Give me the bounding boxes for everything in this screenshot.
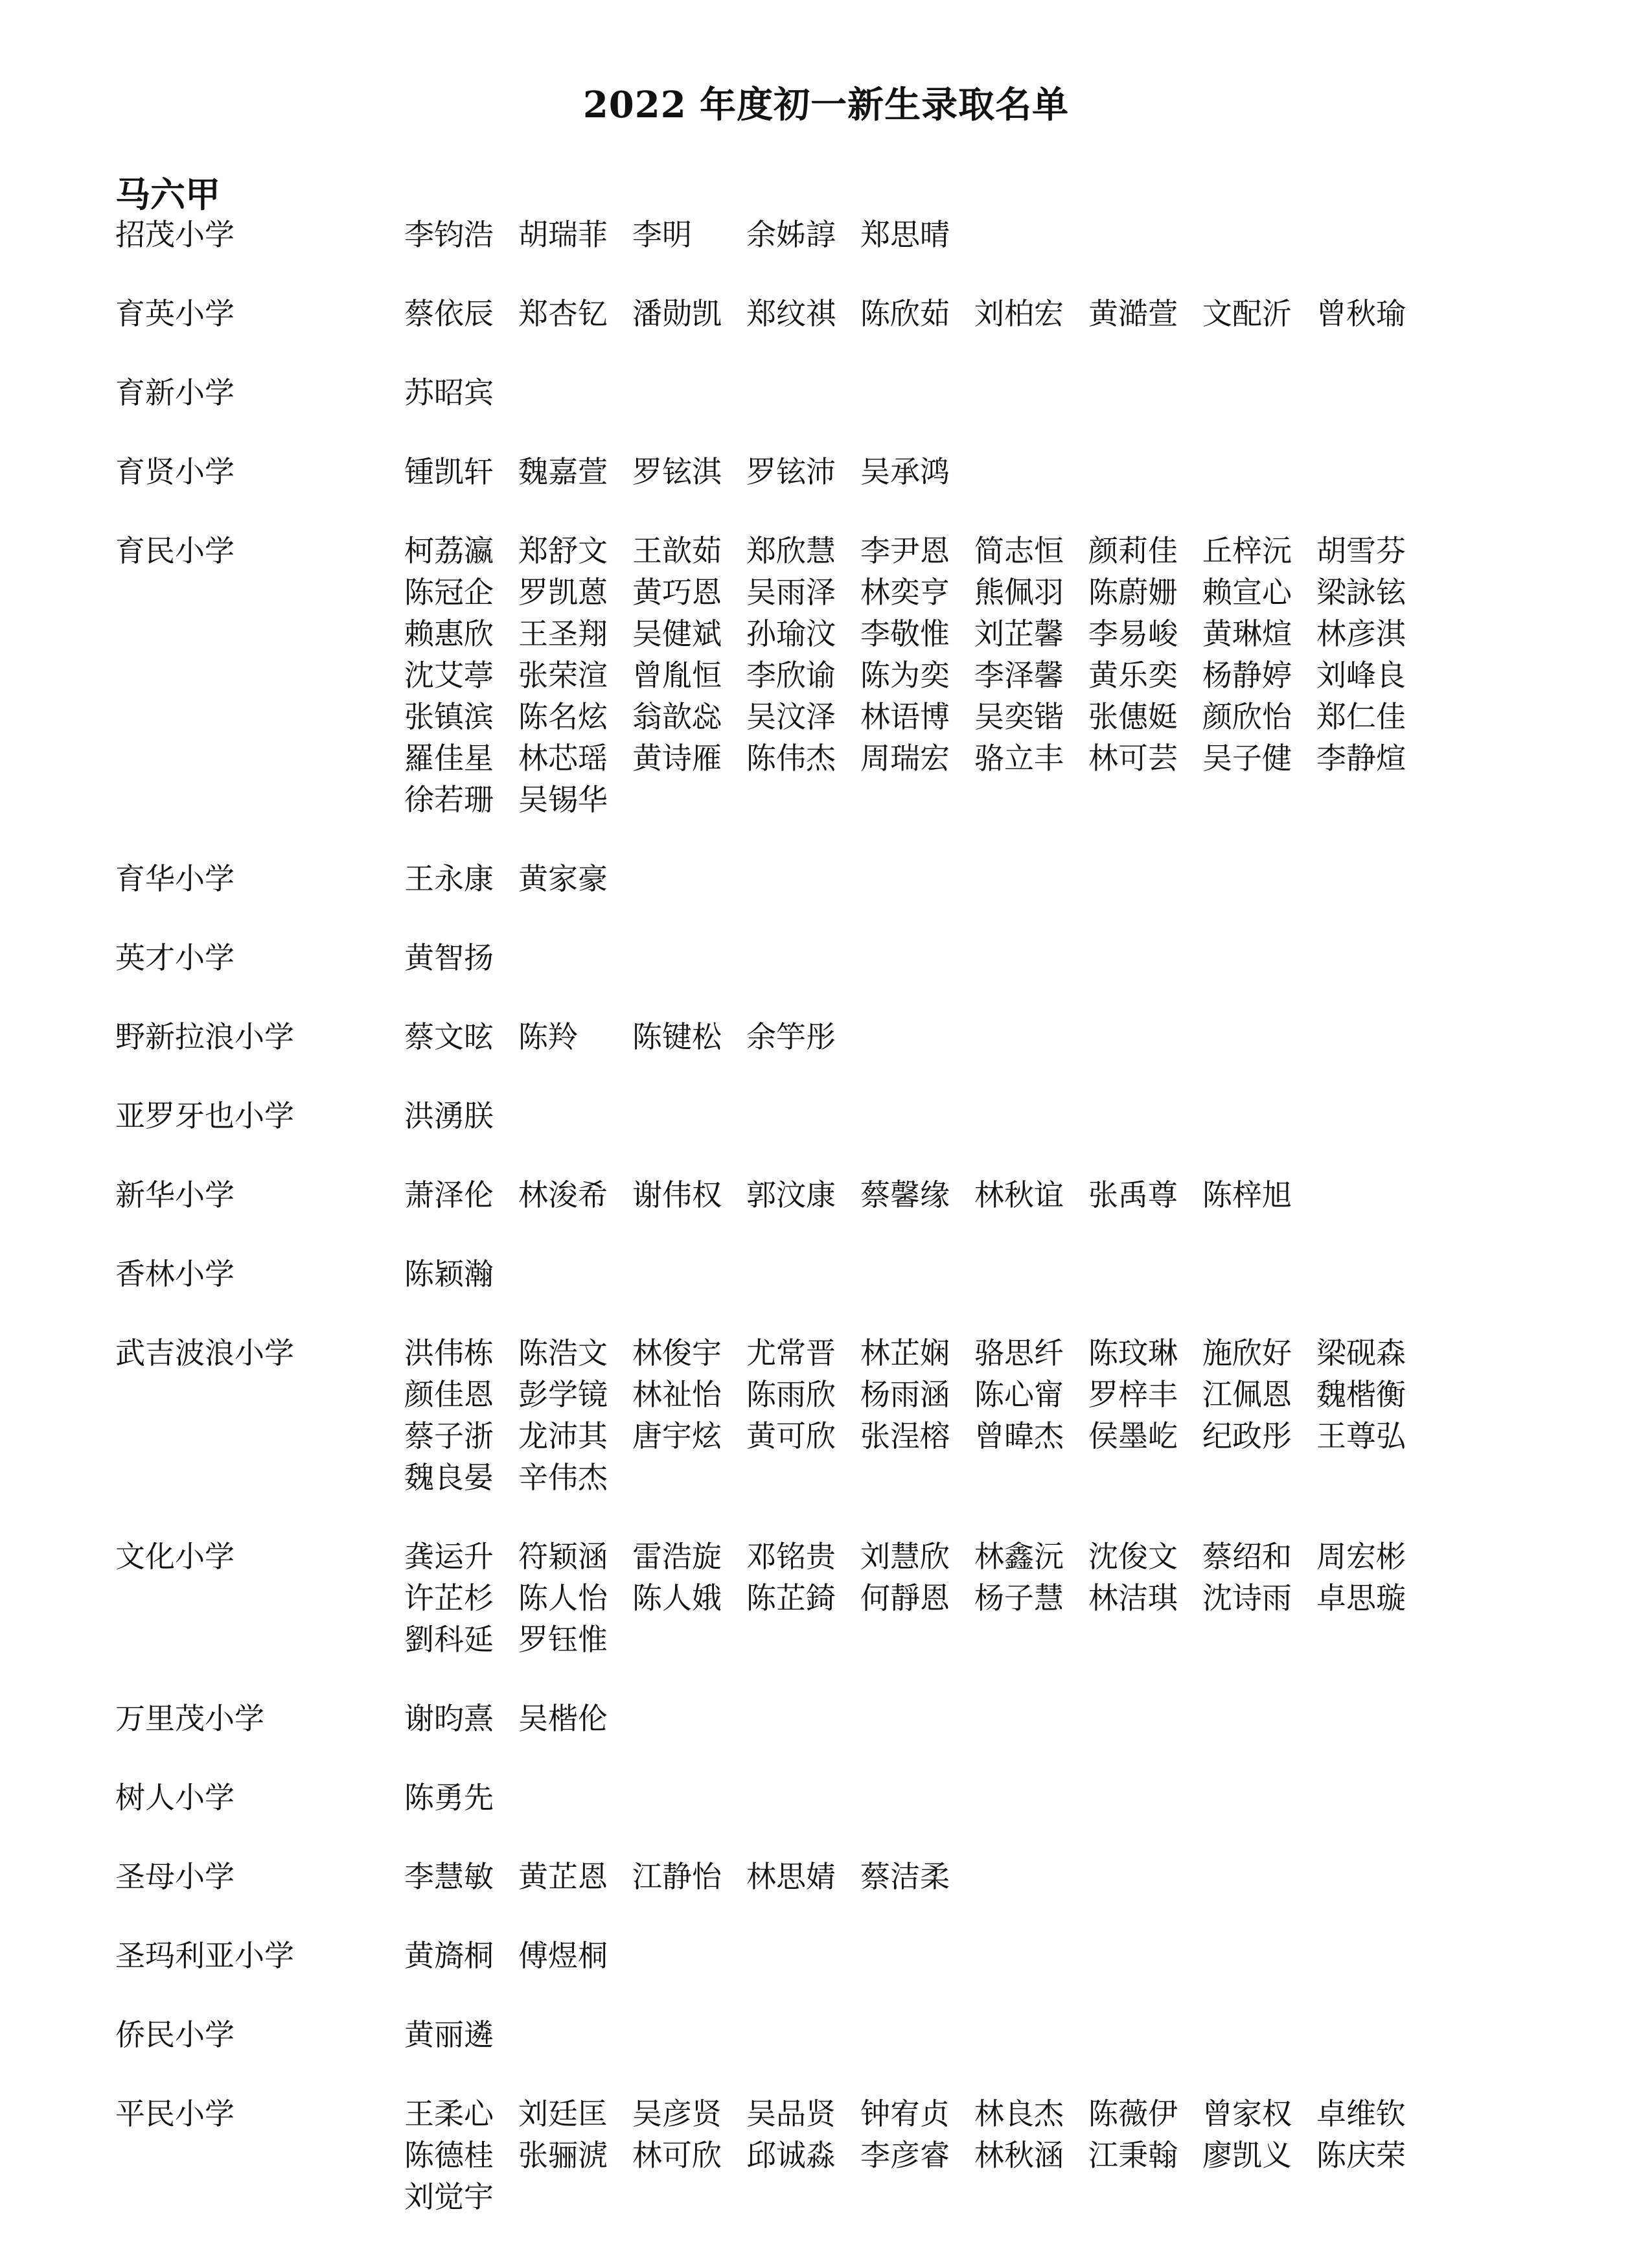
school-name: 育贤小学 [115, 454, 235, 489]
student-name: 林洁琪 [1088, 1580, 1178, 1615]
school-name: 育民小学 [115, 533, 235, 568]
student-name: 林祉怡 [632, 1377, 722, 1412]
student-name: 刘峰良 [1316, 658, 1406, 693]
student-name: 郑思晴 [860, 217, 950, 252]
student-names [404, 530, 1541, 820]
school-row [115, 1536, 1541, 1660]
student-names [404, 937, 1541, 978]
student-name: 陈心甯 [974, 1377, 1064, 1412]
student-name: 林秋涵 [974, 2138, 1064, 2173]
student-name: 刘廷匡 [518, 2096, 608, 2131]
student-name: 魏楷衡 [1316, 1377, 1406, 1412]
student-name: 黄可欣 [746, 1418, 836, 1453]
student-name: 刘芷馨 [974, 616, 1064, 651]
school-row [115, 858, 1541, 899]
student-names [404, 1016, 1541, 1058]
school-row [115, 2014, 1541, 2055]
student-names [404, 1698, 1541, 1739]
student-names [404, 372, 1541, 413]
student-name: 罗钰惟 [518, 1622, 608, 1657]
school-row [115, 372, 1541, 413]
student-name: 陈欣茹 [860, 296, 950, 331]
student-name: 颜欣怡 [1202, 699, 1292, 734]
student-name: 蔡馨缘 [860, 1177, 950, 1212]
student-name: 魏嘉萱 [518, 454, 608, 489]
student-name: 孙瑜汶 [746, 616, 836, 651]
school-row [115, 937, 1541, 978]
school-row [115, 1174, 1541, 1216]
student-name: 魏良晏 [404, 1460, 494, 1495]
student-name: 简志恒 [974, 533, 1064, 568]
student-name: 王圣翔 [518, 616, 608, 651]
student-name: 林鑫沅 [974, 1539, 1064, 1574]
student-name: 吴健斌 [632, 616, 722, 651]
student-name: 陈人怡 [518, 1580, 608, 1615]
student-name: 骆思纤 [974, 1336, 1064, 1370]
admission-list [115, 214, 1541, 2255]
student-name: 陈勇先 [404, 1780, 494, 1815]
student-name: 洪伟栋 [404, 1336, 494, 1370]
student-name: 谢昀熹 [404, 1701, 494, 1736]
student-name: 余竽彤 [746, 1019, 836, 1054]
student-name: 林秋谊 [974, 1177, 1064, 1212]
school-row [115, 1332, 1541, 1498]
student-name: 周瑞宏 [860, 741, 950, 776]
student-name: 龚运升 [404, 1539, 494, 1574]
student-name: 柯荔瀛 [404, 533, 494, 568]
student-name: 李敬惟 [860, 616, 950, 651]
student-name: 吴楷伦 [518, 1701, 608, 1736]
student-name: 余姊諄 [746, 217, 836, 252]
student-name: 江静怡 [632, 1859, 722, 1894]
school-row [115, 1016, 1541, 1058]
student-name: 陈为奕 [860, 658, 950, 693]
student-name: 羅佳星 [404, 741, 494, 776]
student-names [404, 1536, 1541, 1660]
student-names [404, 451, 1541, 492]
student-name: 黄琳煊 [1202, 616, 1292, 651]
school-row [115, 1095, 1541, 1137]
student-name: 杨子慧 [974, 1580, 1064, 1615]
student-name: 雷浩旋 [632, 1539, 722, 1574]
student-name: 杨静婷 [1202, 658, 1292, 693]
student-names [404, 293, 1541, 334]
student-name: 郑纹祺 [746, 296, 836, 331]
student-name: 沈诗雨 [1202, 1580, 1292, 1615]
student-name: 江佩恩 [1202, 1377, 1292, 1412]
student-name: 潘勋凯 [632, 296, 722, 331]
student-name: 傅煜桐 [518, 1938, 608, 1973]
student-name: 何靜恩 [860, 1580, 950, 1615]
student-name: 李泽馨 [974, 658, 1064, 693]
student-name: 陈名炫 [518, 699, 608, 734]
student-name: 蔡绍和 [1202, 1539, 1292, 1574]
student-name: 王柔心 [404, 2096, 494, 2131]
student-name: 林语博 [860, 699, 950, 734]
student-name: 陈浩文 [518, 1336, 608, 1370]
school-name: 侨民小学 [115, 2017, 235, 2052]
student-name: 罗铉沛 [746, 454, 836, 489]
school-name: 圣母小学 [115, 1859, 235, 1894]
student-name: 林可欣 [632, 2138, 722, 2173]
student-name: 张禹尊 [1088, 1177, 1178, 1212]
region-heading: 马六甲 [115, 174, 220, 215]
school-name: 树人小学 [115, 1780, 235, 1815]
student-names [404, 2014, 1541, 2055]
school-row [115, 1935, 1541, 1976]
student-name: 黄芷恩 [518, 1859, 608, 1894]
student-name: 沈艾葶 [404, 658, 494, 693]
student-name: 陈雨欣 [746, 1377, 836, 1412]
student-name: 黄智扬 [404, 940, 494, 975]
school-name: 育华小学 [115, 861, 235, 896]
student-name: 王尊弘 [1316, 1418, 1406, 1453]
student-name: 蔡洁柔 [860, 1859, 950, 1894]
student-name: 吴雨泽 [746, 575, 836, 610]
student-name: 张骊淲 [518, 2138, 608, 2173]
student-name: 骆立丰 [974, 741, 1064, 776]
student-name: 林浚希 [518, 1177, 608, 1212]
student-name: 黄旖桐 [404, 1938, 494, 1973]
school-name: 育新小学 [115, 375, 235, 410]
student-name: 陈薇伊 [1088, 2096, 1178, 2131]
school-name: 亚罗牙也小学 [115, 1098, 294, 1133]
school-name: 文化小学 [115, 1539, 235, 1574]
student-name: 陈德桂 [404, 2138, 494, 2173]
student-name: 陈键松 [632, 1019, 722, 1054]
school-row [115, 2093, 1541, 2217]
student-name: 刘觉宇 [404, 2179, 494, 2214]
student-name: 张浧榕 [860, 1418, 950, 1453]
student-name: 李钧浩 [404, 217, 494, 252]
student-name: 陈伟杰 [746, 741, 836, 776]
student-name: 梁詠铉 [1316, 575, 1406, 610]
student-name: 符颖涵 [518, 1539, 608, 1574]
school-name: 野新拉浪小学 [115, 1019, 294, 1054]
student-names [404, 1935, 1541, 1976]
student-names [404, 858, 1541, 899]
student-name: 黄巧恩 [632, 575, 722, 610]
student-name: 黄澔萱 [1088, 296, 1178, 331]
student-name: 沈俊文 [1088, 1539, 1178, 1574]
student-name: 陈蔚姗 [1088, 575, 1178, 610]
student-name: 纪政彤 [1202, 1418, 1292, 1453]
student-name: 郑杏钇 [518, 296, 608, 331]
student-name: 赖惠欣 [404, 616, 494, 651]
student-names [404, 1777, 1541, 1818]
student-name: 林可芸 [1088, 741, 1178, 776]
school-name: 育英小学 [115, 296, 235, 331]
student-name: 陈颖瀚 [404, 1256, 494, 1291]
student-name: 吴奕锴 [974, 699, 1064, 734]
student-name: 蔡文昡 [404, 1019, 494, 1054]
student-name: 陈玟琳 [1088, 1336, 1178, 1370]
student-name: 李尹恩 [860, 533, 950, 568]
student-name: 李静煊 [1316, 741, 1406, 776]
student-name: 文配沂 [1202, 296, 1292, 331]
student-name: 曾秋瑜 [1316, 296, 1406, 331]
student-name: 刘柏宏 [974, 296, 1064, 331]
school-row [115, 1698, 1541, 1739]
student-names [404, 1332, 1541, 1498]
student-name: 林彦淇 [1316, 616, 1406, 651]
student-name: 尤常晋 [746, 1336, 836, 1370]
student-name: 卓思璇 [1316, 1580, 1406, 1615]
student-name: 罗梓丰 [1088, 1377, 1178, 1412]
student-name: 曾暐杰 [974, 1418, 1064, 1453]
student-name: 林思婧 [746, 1859, 836, 1894]
student-name: 劉科延 [404, 1622, 494, 1657]
page-title: 2022 年度初一新生录取名单 [582, 84, 1070, 126]
student-name: 曾胤恒 [632, 658, 722, 693]
student-name: 翁歆惢 [632, 699, 722, 734]
student-name: 钟宥贞 [860, 2096, 950, 2131]
student-name: 周宏彬 [1316, 1539, 1406, 1574]
student-name: 唐宇炫 [632, 1418, 722, 1453]
student-name: 郑仁佳 [1316, 699, 1406, 734]
student-name: 萧泽伦 [404, 1177, 494, 1212]
student-name: 王歆茹 [632, 533, 722, 568]
student-names [404, 214, 1541, 255]
student-name: 李彦睿 [860, 2138, 950, 2173]
school-name: 圣玛利亚小学 [115, 1938, 294, 1973]
student-names [404, 1174, 1541, 1216]
student-name: 黄乐奕 [1088, 658, 1178, 693]
school-name: 香林小学 [115, 1256, 235, 1291]
student-name: 徐若珊 [404, 782, 494, 817]
student-name: 黄丽遴 [404, 2017, 494, 2052]
student-name: 彭学镜 [518, 1377, 608, 1412]
school-row [115, 293, 1541, 334]
student-names [404, 1095, 1541, 1137]
student-name: 蔡依辰 [404, 296, 494, 331]
student-name: 罗铉淇 [632, 454, 722, 489]
student-name: 李明 [632, 217, 692, 252]
student-name: 胡瑞菲 [518, 217, 608, 252]
student-name: 林良杰 [974, 2096, 1064, 2131]
student-name: 胡雪芬 [1316, 533, 1406, 568]
student-name: 林俊宇 [632, 1336, 722, 1370]
student-name: 王永康 [404, 861, 494, 896]
student-name: 陈人娥 [632, 1580, 722, 1615]
student-name: 熊佩羽 [974, 575, 1064, 610]
student-names [404, 1253, 1541, 1295]
student-name: 郭汶康 [746, 1177, 836, 1212]
student-name: 罗凯蒽 [518, 575, 608, 610]
student-name: 陈梓旭 [1202, 1177, 1292, 1212]
student-name: 李欣谕 [746, 658, 836, 693]
student-name: 许芷杉 [404, 1580, 494, 1615]
student-name: 侯墨屹 [1088, 1418, 1178, 1453]
student-name: 陈芷錡 [746, 1580, 836, 1615]
school-name: 招茂小学 [115, 217, 235, 252]
student-name: 梁砚森 [1316, 1336, 1406, 1370]
student-name: 张镇滨 [404, 699, 494, 734]
student-name: 廖凯义 [1202, 2138, 1292, 2173]
student-name: 邓铭贵 [746, 1539, 836, 1574]
student-name: 辛伟杰 [518, 1460, 608, 1495]
student-name: 杨雨涵 [860, 1377, 950, 1412]
student-name: 吴子健 [1202, 741, 1292, 776]
school-name: 平民小学 [115, 2096, 235, 2131]
student-name: 黄家豪 [518, 861, 608, 896]
student-name: 李慧敏 [404, 1859, 494, 1894]
student-name: 苏昭宾 [404, 375, 494, 410]
student-name: 颜莉佳 [1088, 533, 1178, 568]
student-name: 吴品贤 [746, 2096, 836, 2131]
school-row [115, 1856, 1541, 1897]
student-name: 施欣好 [1202, 1336, 1292, 1370]
student-name: 曾家权 [1202, 2096, 1292, 2131]
school-row [115, 451, 1541, 492]
school-name: 新华小学 [115, 1177, 235, 1212]
school-row [115, 1777, 1541, 1818]
school-name: 万里茂小学 [115, 1701, 264, 1736]
student-name: 林芯瑶 [518, 741, 608, 776]
student-name: 郑欣慧 [746, 533, 836, 568]
student-name: 吴汶泽 [746, 699, 836, 734]
student-name: 锺凯轩 [404, 454, 494, 489]
student-name: 卓维钦 [1316, 2096, 1406, 2131]
student-name: 吴彦贤 [632, 2096, 722, 2131]
student-name: 蔡子浙 [404, 1418, 494, 1453]
student-name: 林奕亨 [860, 575, 950, 610]
student-name: 张僡娗 [1088, 699, 1178, 734]
student-name: 刘慧欣 [860, 1539, 950, 1574]
student-name: 颜佳恩 [404, 1377, 494, 1412]
student-name: 吴锡华 [518, 782, 608, 817]
student-names [404, 1856, 1541, 1897]
school-row [115, 1253, 1541, 1295]
student-name: 林芷娴 [860, 1336, 950, 1370]
student-name: 谢伟权 [632, 1177, 722, 1212]
school-name: 英才小学 [115, 940, 235, 975]
student-name: 陈庆荣 [1316, 2138, 1406, 2173]
student-name: 江秉翰 [1088, 2138, 1178, 2173]
student-name: 李易峻 [1088, 616, 1178, 651]
student-name: 张荣渲 [518, 658, 608, 693]
student-name: 郑舒文 [518, 533, 608, 568]
school-row [115, 214, 1541, 255]
student-name: 洪湧朕 [404, 1098, 494, 1133]
student-name: 丘梓沅 [1202, 533, 1292, 568]
student-names [404, 2093, 1541, 2217]
student-name: 吴承鸿 [860, 454, 950, 489]
student-name: 陈羚 [518, 1019, 578, 1054]
student-name: 赖宣心 [1202, 575, 1292, 610]
student-name: 龙沛其 [518, 1418, 608, 1453]
school-name: 武吉波浪小学 [115, 1336, 294, 1370]
student-name: 陈冠企 [404, 575, 494, 610]
student-name: 黄诗雁 [632, 741, 722, 776]
student-name: 邱诚淼 [746, 2138, 836, 2173]
school-row [115, 530, 1541, 820]
